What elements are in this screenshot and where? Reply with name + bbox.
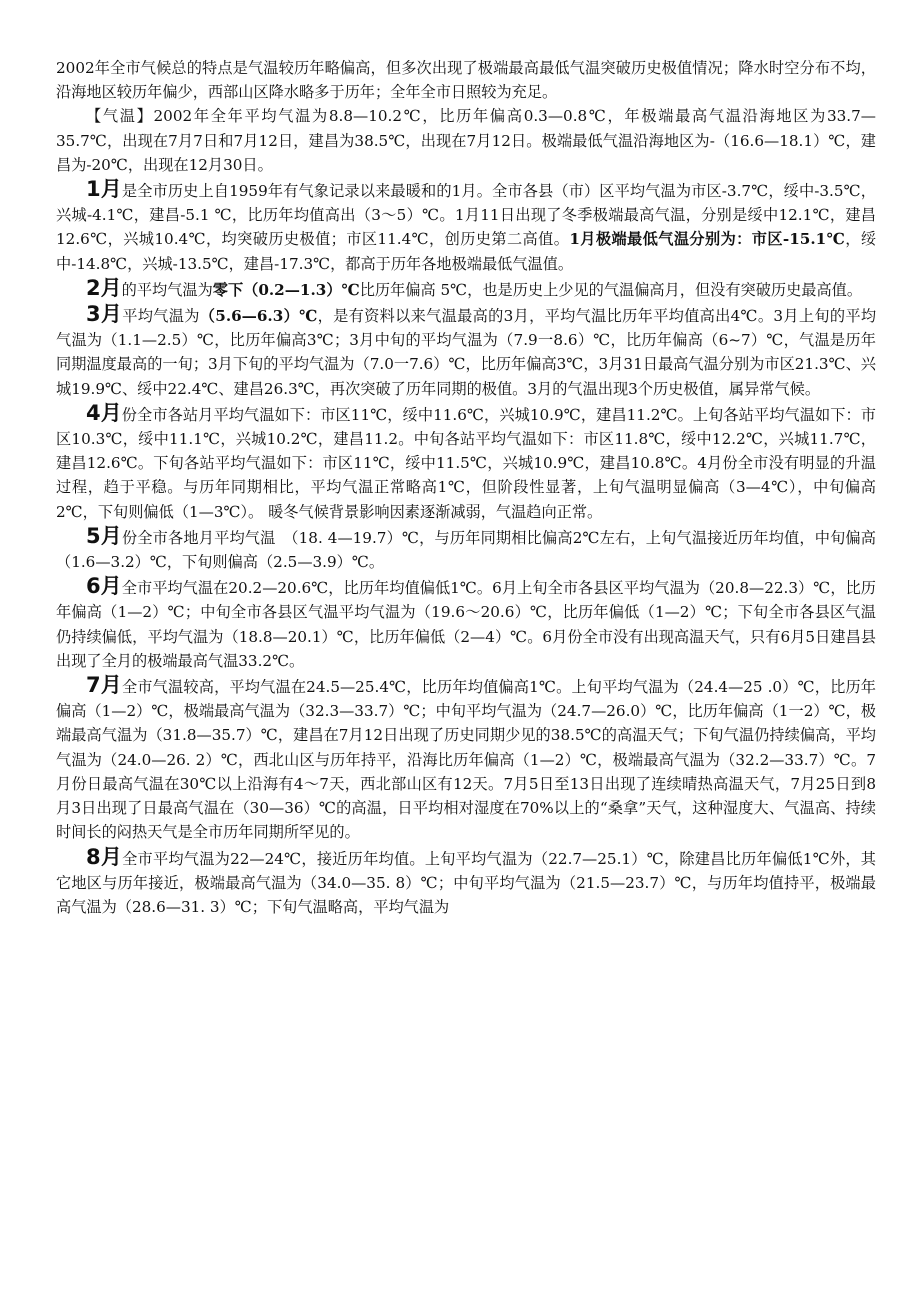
month-text: 全市平均气温在20.2—20.6℃，比历年均值偏低1℃。6月上旬全市各县区平均气温为（20.8—22.3）℃，比历年偏高（1—2）℃；中旬全市各县区气温平均气温为（19.6～20.6）℃，比历年偏低（1—2）℃；下旬全市各县区气温仍持续偏低，平均气温为（18.8—20.1）℃，比历年偏低（2—4）℃。6月份全市没有出现高温天气，只有6月5日建昌县出现了全月的极端最高气温33.2℃。 xyxy=(56,579,876,670)
temperature-summary: 【气温】2002年全年平均气温为8.8—10.2℃，比历年偏高0.3—0.8℃，年极端最高气温沿海地区为33.7—35.7℃，出现在7月7日和7月12日，建昌为38.5℃，出现在7月12日。极端最低气温沿海地区为-（16.6—18.1）℃，建昌为-20℃，出现在12月30日。 xyxy=(56,107,876,174)
month-tail-text: ，绥中-14.8℃，兴城-13.5℃，建昌-17.3℃，都高于历年各地极端最低气温值。 xyxy=(56,230,877,273)
month-text: 全市平均气温为22—24℃，接近历年均值。上旬平均气温为（22.7—25.1）℃，除建昌比历年偏低1℃外，其它地区与历年接近，极端最高气温为（34.0—35. 8）℃；中旬平均气温为（21.5—23.7）℃，与历年均值持平，极端最高气温为（28.6—31. 3）℃；下旬气温略高，平均气温为 xyxy=(56,849,876,916)
month-label: 3月 xyxy=(86,302,123,327)
month-text: 份全市各地月平均气温 （18. 4—19.7）℃，与历年同期相比偏高2℃左右，上旬气温接近历年均值，中旬偏高（1.6—3.2）℃，下旬则偏高（2.5—3.9）℃。 xyxy=(56,528,876,572)
month-august xyxy=(56,845,876,920)
month-label: 7月 xyxy=(86,673,122,698)
intro-paragraph: 2002年全市气候总的特点是气温较历年略偏高，但多次出现了极端最高最低气温突破历史极值情况；降水时空分布不均，沿海地区较历年偏少，西部山区降水略多于历年；全年全市日照较为充足。 xyxy=(56,59,876,102)
month-bold-text: （5.6—6.3）℃ xyxy=(199,307,318,326)
month-label: 2月 xyxy=(86,275,122,300)
month-tail-text: 比历年偏高 5℃，也是历史上少见的气温偏高月，但没有突破历史最高值。 xyxy=(359,280,863,299)
month-may xyxy=(56,524,876,574)
month-july xyxy=(56,673,876,844)
month-text: 是全市历史上自1959年有气象记录以来最暖和的1月。全市各县（市）区平均气温为市区-3.7℃，绥中-3.5℃，兴城-4.1℃，建昌-5.1 ℃，比历年均值高出（3～5）℃。1月11日出现了冬季极端最高气温，分别是绥中12.1℃，建昌12.6℃，兴城10.4℃，均突破历史极值；市区11.4℃，创历史第二高值。 xyxy=(56,182,876,249)
month-april xyxy=(56,401,876,524)
month-june xyxy=(56,574,876,673)
month-text: 平均气温为 xyxy=(122,307,200,326)
month-march xyxy=(56,302,876,401)
document-page xyxy=(56,56,876,919)
month-tail-text: ，是有资料以来气温最高的3月，平均气温比历年平均值高出4℃。3月上旬的平均气温为（1.1—2.5）℃，比历年偏高3℃；3月中旬的平均气温为（7.9一8.6）℃，比历年偏高（6~7）℃，气温是历年同期温度最高的一旬；3月下旬的平均气温为（7.0一7.6）℃，比历年偏高3℃，3月31日最高气温分别为市区21.3℃、兴城19.9℃、绥中22.4℃、建昌26.3℃，再次突破了历年同期的极值。3月的气温出现3个历史极值，属异常气候。 xyxy=(56,307,877,398)
month-label: 4月 xyxy=(86,400,122,425)
month-text: 份全市各站月平均气温如下：市区11℃，绥中11.6℃，兴城10.9℃，建昌11.2℃。上旬各站平均气温如下：市区10.3℃，绥中11.1℃，兴城10.2℃，建昌11.2。中旬各站平均气温如下：市区11.8℃，绥中12.2℃，兴城11.7℃，建昌12.6℃。下旬各站平均气温如下：市区11℃，绥中11.5℃，兴城10.9℃，建昌10.8℃。4月份全市没有明显的升温过程，趋于平稳。与历年同期相比，平均气温正常略高1℃，但阶段性显著，上旬气温明显偏高（3—4℃），中旬偏高2℃，下旬则偏低（1—3℃）。 暖冬气候背景影响因素逐渐减弱，气温趋向正常。 xyxy=(56,405,876,521)
month-bold-text: 1月极端最低气温分别为：市区-15.1℃ xyxy=(569,230,846,249)
month-label: 8月 xyxy=(86,844,123,869)
month-label: 6月 xyxy=(86,574,122,599)
month-february xyxy=(56,276,876,302)
month-text: 的平均气温为 xyxy=(121,280,213,299)
month-january xyxy=(56,177,876,276)
month-label: 5月 xyxy=(86,523,122,548)
month-label: 1月 xyxy=(86,177,122,202)
month-text: 全市气温较高，平均气温在24.5—25.4℃，比历年均值偏高1℃。上旬平均气温为（24.4—25 .0）℃，比历年偏高（1—2）℃，极端最高气温为（32.3—33.7）℃；中旬平均气温为（24.7—26.0）℃，比历年偏高（1一2）℃，极端最高气温为（31.8—35.7）℃，建昌在7月12日出现了历史同期少见的38.5℃的高温天气；下旬气温仍持续偏高，平均气温为（24.0—26. 2）℃，西北山区与历年持平，沿海比历年偏高（1—2）℃，极端最高气温为（32.2—33.7）℃。7月份日最高气温在30℃以上沿海有4～7天，西北部山区有12天。7月5日至13日出现了连续晴热高温天气，7月25日到8月3日出现了日最高气温在（30—36）℃的高温，日平均相对湿度在70%以上的“桑拿”天气，这种湿度大、气温高、持续时间长的闷热天气是全市历年同期所罕见的。 xyxy=(56,678,876,842)
month-bold-text: 零下（0.2—1.3）℃ xyxy=(212,280,360,299)
